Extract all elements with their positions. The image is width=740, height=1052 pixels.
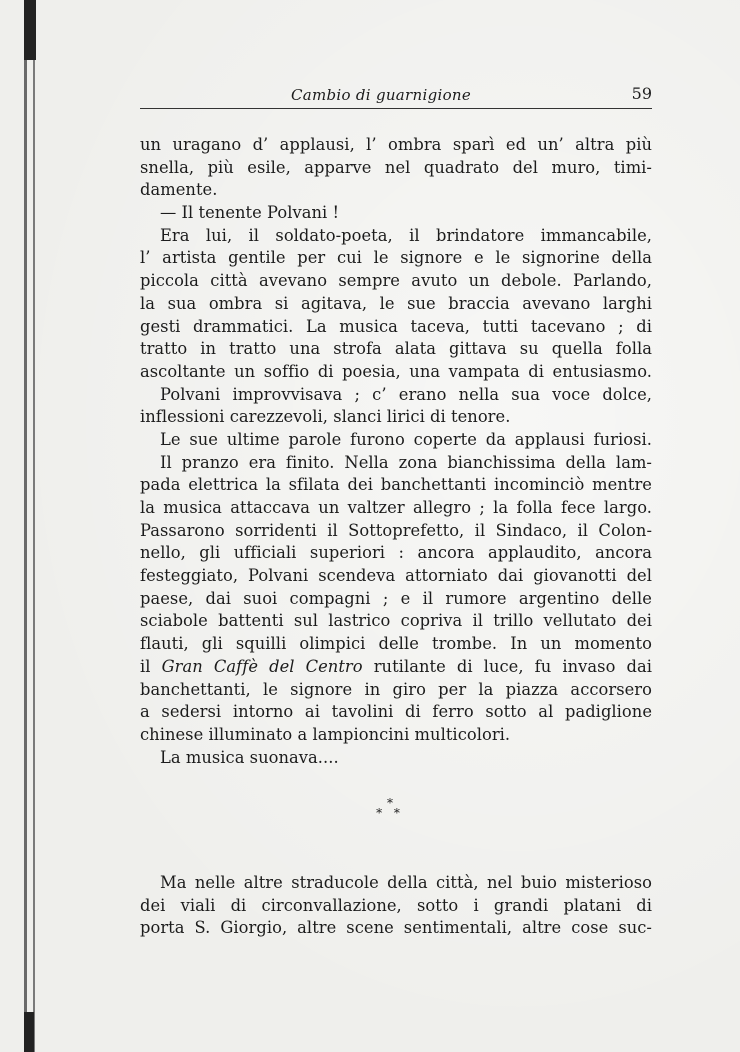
text-line: sciabole battenti sul lastrico copriva il trillo vellutato dei — [140, 611, 652, 631]
text-line: damente. — [140, 180, 218, 200]
text-line: paese, dai suoi compagni ; e il rumore argentino delle — [140, 588, 652, 608]
text-line: banchettanti, le signore in giro per la piazza accorsero — [140, 679, 652, 699]
text-line: nello, gli ufficiali superiori : ancora applaudito, ancora — [140, 543, 652, 563]
text-line: piccola città avevano sempre avuto un debole. Parlando, — [140, 271, 652, 291]
asterism-bottom: * * — [376, 806, 404, 820]
text-line: ascoltante un soffio di poesia, una vampata di entusiasmo. — [140, 361, 652, 381]
text-line: snella, più esile, apparve nel quadrato del muro, timi- — [140, 157, 652, 177]
text-line: flauti, gli squilli olimpici delle trombe. In un momento — [140, 634, 652, 654]
running-title: Cambio di guarnigione — [290, 86, 472, 104]
text-line: Ma nelle altre straducole della città, nel buio misterioso — [160, 873, 652, 892]
body-text-continued — [140, 872, 652, 940]
text-line: La musica suonava.... — [160, 747, 339, 767]
binding-shadow-bottom — [24, 1012, 34, 1052]
text-line: festeggiato, Polvani scendeva attorniato dai giovanotti del — [140, 566, 652, 586]
body-text — [140, 134, 652, 769]
binding-edge-inner — [33, 0, 35, 1052]
italic-place-name: Gran Caffè del Centro — [161, 656, 363, 676]
text-line: dei viali di circonvallazione, sotto i grandi platani di — [140, 895, 652, 915]
page-header — [140, 84, 652, 109]
text-line: Il pranzo era finito. Nella zona bianchissima della lam- — [160, 452, 652, 472]
text-line: gesti drammatici. La musica taceva, tutti tacevano ; di — [140, 316, 652, 336]
binding-edge — [24, 0, 27, 1052]
text-line: Era lui, il soldato-poeta, il brindatore immancabile, — [160, 225, 652, 245]
text-line: chinese illuminato a lampioncini multicolori. — [140, 724, 511, 744]
asterism-top: * — [387, 796, 393, 810]
text-line: — Il tenente Polvani ! — [160, 203, 340, 223]
text-line: inflessioni carezzevoli, slanci lirici di tenore. — [140, 407, 511, 427]
section-break-asterism — [370, 798, 410, 828]
text-line: l’ artista gentile per cui le signore e le signorine della — [140, 248, 652, 268]
text-line: Passarono sorridenti il Sottoprefetto, il Sindaco, il Colon- — [140, 520, 652, 540]
text-line: la sua ombra si agitava, le sue braccia avevano larghi — [140, 293, 652, 313]
text-line: Polvani improvvisava ; c’ erano nella sua voce dolce, — [160, 384, 652, 404]
binding-shadow-top — [24, 0, 36, 60]
page-number: 59 — [631, 84, 652, 103]
text-line: il Gran Caffè del Centro rutilante di luce, fu invaso dai — [140, 656, 652, 676]
text-line: pada elettrica la sfilata dei banchettanti incominciò mentre — [140, 475, 652, 495]
text-line: tratto in tratto una strofa alata gittava su quella folla — [140, 339, 652, 359]
text-line: porta S. Giorgio, altre scene sentimentali, altre cose suc- — [140, 918, 652, 938]
text-line: la musica attaccava un valtzer allegro ; la folla fece largo. — [140, 498, 652, 517]
text-line: Le sue ultime parole furono coperte da applausi furiosi. — [160, 429, 652, 449]
text-line: un uragano d’ applausi, l’ ombra sparì ed un’ altra più — [140, 135, 652, 154]
text-line: a sedersi intorno ai tavolini di ferro sotto al padiglione — [140, 702, 652, 722]
